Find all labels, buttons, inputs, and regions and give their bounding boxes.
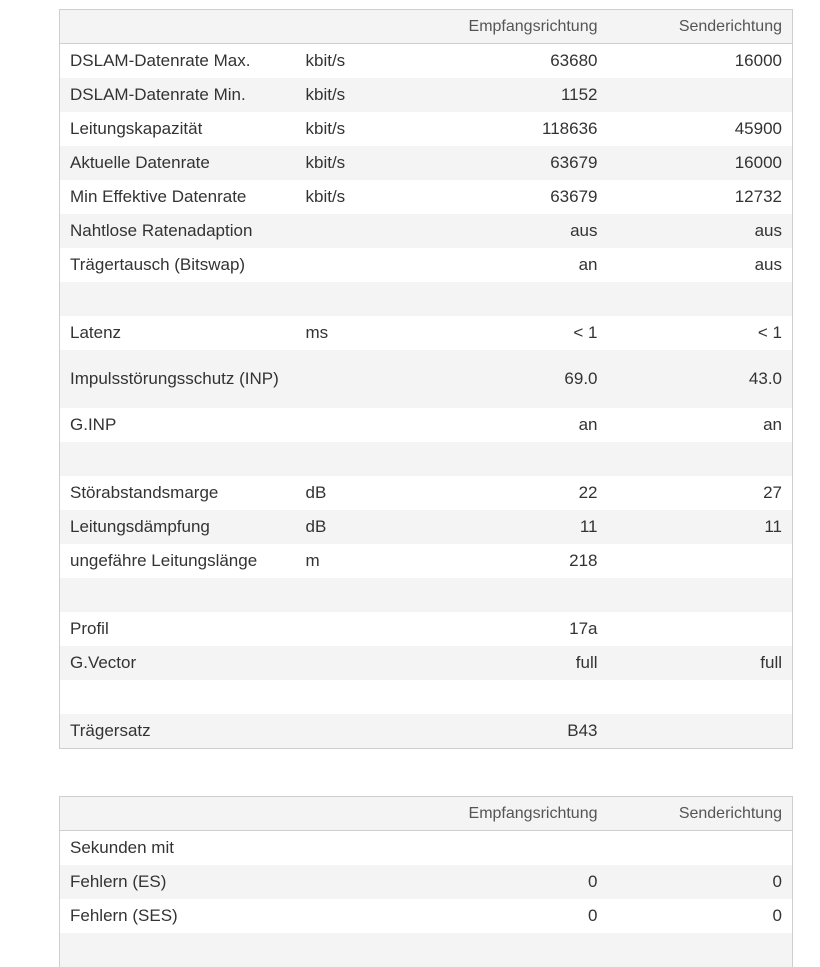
table-row <box>60 350 793 408</box>
table-row <box>60 180 793 214</box>
row-send-value: 27 <box>763 483 782 502</box>
row-receive-value: 0 <box>588 906 598 925</box>
row-send-value <box>608 933 793 967</box>
row-label: DSLAM-Datenrate Max. <box>70 51 251 70</box>
row-unit <box>296 714 411 749</box>
header-receive: Empfangsrichtung <box>411 797 608 831</box>
row-label: DSLAM-Datenrate Min. <box>60 78 296 112</box>
row-receive-value <box>411 933 608 967</box>
row-unit: kbit/s <box>296 146 411 180</box>
row-send-value: 16000 <box>608 146 793 180</box>
row-unit <box>296 248 411 282</box>
row-label <box>60 933 296 967</box>
row-receive-value: 63680 <box>550 51 598 70</box>
row-send-value <box>608 831 793 866</box>
row-label <box>60 578 296 612</box>
header-empty-label <box>60 10 296 44</box>
row-send-value: 45900 <box>734 119 782 138</box>
row-receive-value: aus <box>411 214 608 248</box>
row-label <box>60 680 296 714</box>
row-label: Min Effektive Datenrate <box>70 187 247 206</box>
table-row <box>60 714 793 749</box>
row-send-value: 12732 <box>734 187 782 206</box>
row-receive-value: full <box>411 646 608 680</box>
row-label: G.INP <box>70 415 117 434</box>
table-row <box>60 282 793 316</box>
table-row <box>60 214 793 248</box>
row-receive-value <box>411 578 608 612</box>
row-send-value: aus <box>608 214 793 248</box>
table-row <box>60 612 793 646</box>
table-row <box>60 510 793 544</box>
table-row <box>60 476 793 510</box>
row-receive-value: 11 <box>411 510 608 544</box>
row-receive-value: 0 <box>411 865 608 899</box>
row-unit: kbit/s <box>305 51 346 70</box>
row-unit: dB <box>296 510 411 544</box>
table-header-row <box>60 10 793 44</box>
row-send-value: 11 <box>608 510 793 544</box>
row-label <box>60 282 296 316</box>
table-row <box>60 78 793 112</box>
row-send-value <box>608 680 793 714</box>
row-label: Aktuelle Datenrate <box>60 146 296 180</box>
row-receive-value <box>411 442 608 476</box>
header-empty-label <box>60 797 296 831</box>
row-unit <box>296 831 411 866</box>
header-receive: Empfangsrichtung <box>411 10 608 44</box>
table-row <box>60 680 793 714</box>
dsl-info-table <box>59 9 793 749</box>
row-receive-value: 118636 <box>542 119 598 138</box>
row-receive-value: an <box>578 255 598 274</box>
row-receive-value: an <box>578 415 598 434</box>
row-unit <box>296 865 411 899</box>
row-unit: ms <box>305 323 329 342</box>
table-row <box>60 865 793 899</box>
row-unit <box>296 612 411 646</box>
row-send-value: < 1 <box>757 323 782 342</box>
row-receive-value: 1152 <box>411 78 608 112</box>
row-label: Leitungsdämpfung <box>60 510 296 544</box>
row-send-value: aus <box>754 255 782 274</box>
row-send-value <box>608 544 793 578</box>
table-row <box>60 578 793 612</box>
row-send-value <box>608 282 793 316</box>
row-unit: kbit/s <box>305 187 346 206</box>
row-unit <box>296 282 411 316</box>
row-label: ungefähre Leitungslänge <box>70 551 258 570</box>
row-send-value <box>608 78 793 112</box>
table-header-row <box>60 797 793 831</box>
row-unit: kbit/s <box>296 78 411 112</box>
row-receive-value: 63679 <box>411 146 608 180</box>
row-label: Trägersatz <box>60 714 296 749</box>
row-label: Fehlern (SES) <box>70 906 178 925</box>
table-row <box>60 146 793 180</box>
row-receive-value <box>411 831 608 866</box>
table-row <box>60 831 793 866</box>
row-receive-value <box>411 282 608 316</box>
row-unit <box>296 933 411 967</box>
row-unit <box>296 214 411 248</box>
row-unit: m <box>305 551 320 570</box>
header-empty-unit <box>296 10 411 44</box>
row-send-value <box>608 612 793 646</box>
row-unit <box>296 680 411 714</box>
row-receive-value <box>411 680 608 714</box>
row-label: Profil <box>70 619 109 638</box>
row-receive-value: 69.0 <box>411 350 608 408</box>
row-label: Leitungskapazität <box>70 119 203 138</box>
row-send-value: an <box>763 415 782 434</box>
row-receive-value: 63679 <box>550 187 598 206</box>
row-label: Impulsstörungsschutz (INP) <box>60 350 296 408</box>
row-receive-value: < 1 <box>573 323 598 342</box>
table-row <box>60 316 793 350</box>
table-row <box>60 544 793 578</box>
table-row <box>60 933 793 967</box>
header-send: Senderichtung <box>608 797 793 831</box>
row-label: Fehlern (ES) <box>60 865 296 899</box>
table-row <box>60 112 793 146</box>
header-send: Senderichtung <box>608 10 793 44</box>
row-unit: dB <box>305 483 327 502</box>
row-unit: kbit/s <box>305 119 346 138</box>
table-row <box>60 899 793 933</box>
table-row <box>60 408 793 442</box>
row-send-value: full <box>608 646 793 680</box>
row-unit <box>296 442 411 476</box>
row-unit <box>296 646 411 680</box>
row-label: Sekunden mit <box>70 838 174 857</box>
table-row <box>60 646 793 680</box>
row-label: G.Vector <box>60 646 296 680</box>
table-row <box>60 442 793 476</box>
error-stats-table <box>59 796 793 967</box>
row-unit <box>296 350 411 408</box>
row-receive-value: 218 <box>569 551 598 570</box>
row-send-value <box>608 442 793 476</box>
row-receive-value: B43 <box>411 714 608 749</box>
row-label: Trägertausch (Bitswap) <box>70 255 246 274</box>
table-row <box>60 248 793 282</box>
row-unit <box>296 899 411 933</box>
row-label: Latenz <box>70 323 122 342</box>
row-send-value <box>608 578 793 612</box>
row-receive-value: 22 <box>578 483 598 502</box>
row-send-value: 43.0 <box>608 350 793 408</box>
table-row <box>60 44 793 79</box>
row-send-value: 16000 <box>734 51 782 70</box>
row-send-value: 0 <box>608 865 793 899</box>
row-label <box>60 442 296 476</box>
row-send-value <box>608 714 793 749</box>
row-label: Störabstandsmarge <box>70 483 219 502</box>
row-label: Nahtlose Ratenadaption <box>60 214 296 248</box>
row-unit <box>296 408 411 442</box>
row-send-value: 0 <box>772 906 782 925</box>
row-receive-value: 17a <box>569 619 598 638</box>
row-unit <box>296 578 411 612</box>
header-empty-unit <box>296 797 411 831</box>
